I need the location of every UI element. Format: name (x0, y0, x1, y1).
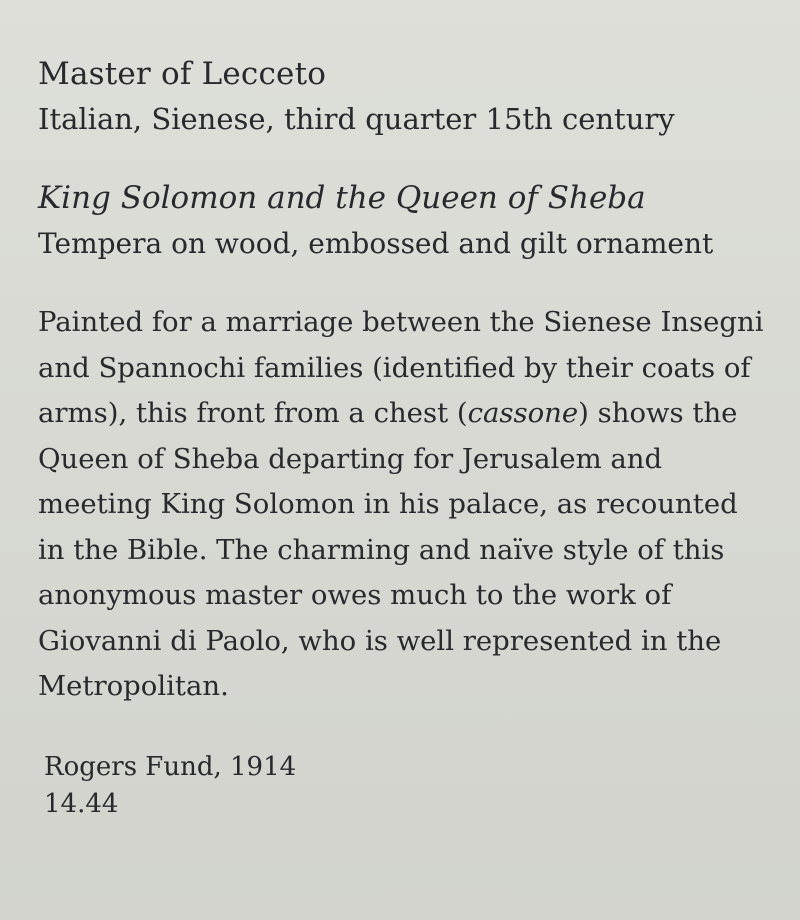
accession-number: 14.44 (44, 788, 119, 819)
artist-name: Master of Lecceto (38, 56, 327, 92)
artwork-title: King Solomon and the Queen of Sheba (38, 180, 646, 216)
artist-nationality: Italian, Sienese, third quarter 15th century (38, 102, 675, 136)
description-text-part-1: Painted for a marriage between the Sienese Insegni and Spannochi families (identified by their coats of arms), this front from a chest ( (38, 306, 764, 429)
description-italic-term: cassone (467, 397, 579, 429)
artwork-medium: Tempera on wood, embossed and gilt ornament (38, 227, 714, 260)
credit-line: Rogers Fund, 1914 (44, 751, 297, 782)
description-text-part-2: ) shows the Queen of Sheba departing for Jerusalem and meeting King Solomon in his palace, as recounted in the Bible. The charming and naïve style of this anonymous master owes much to the work of Giovanni di Paolo, who is well represented in the Metropolitan. (38, 397, 738, 702)
artwork-description (38, 300, 768, 710)
